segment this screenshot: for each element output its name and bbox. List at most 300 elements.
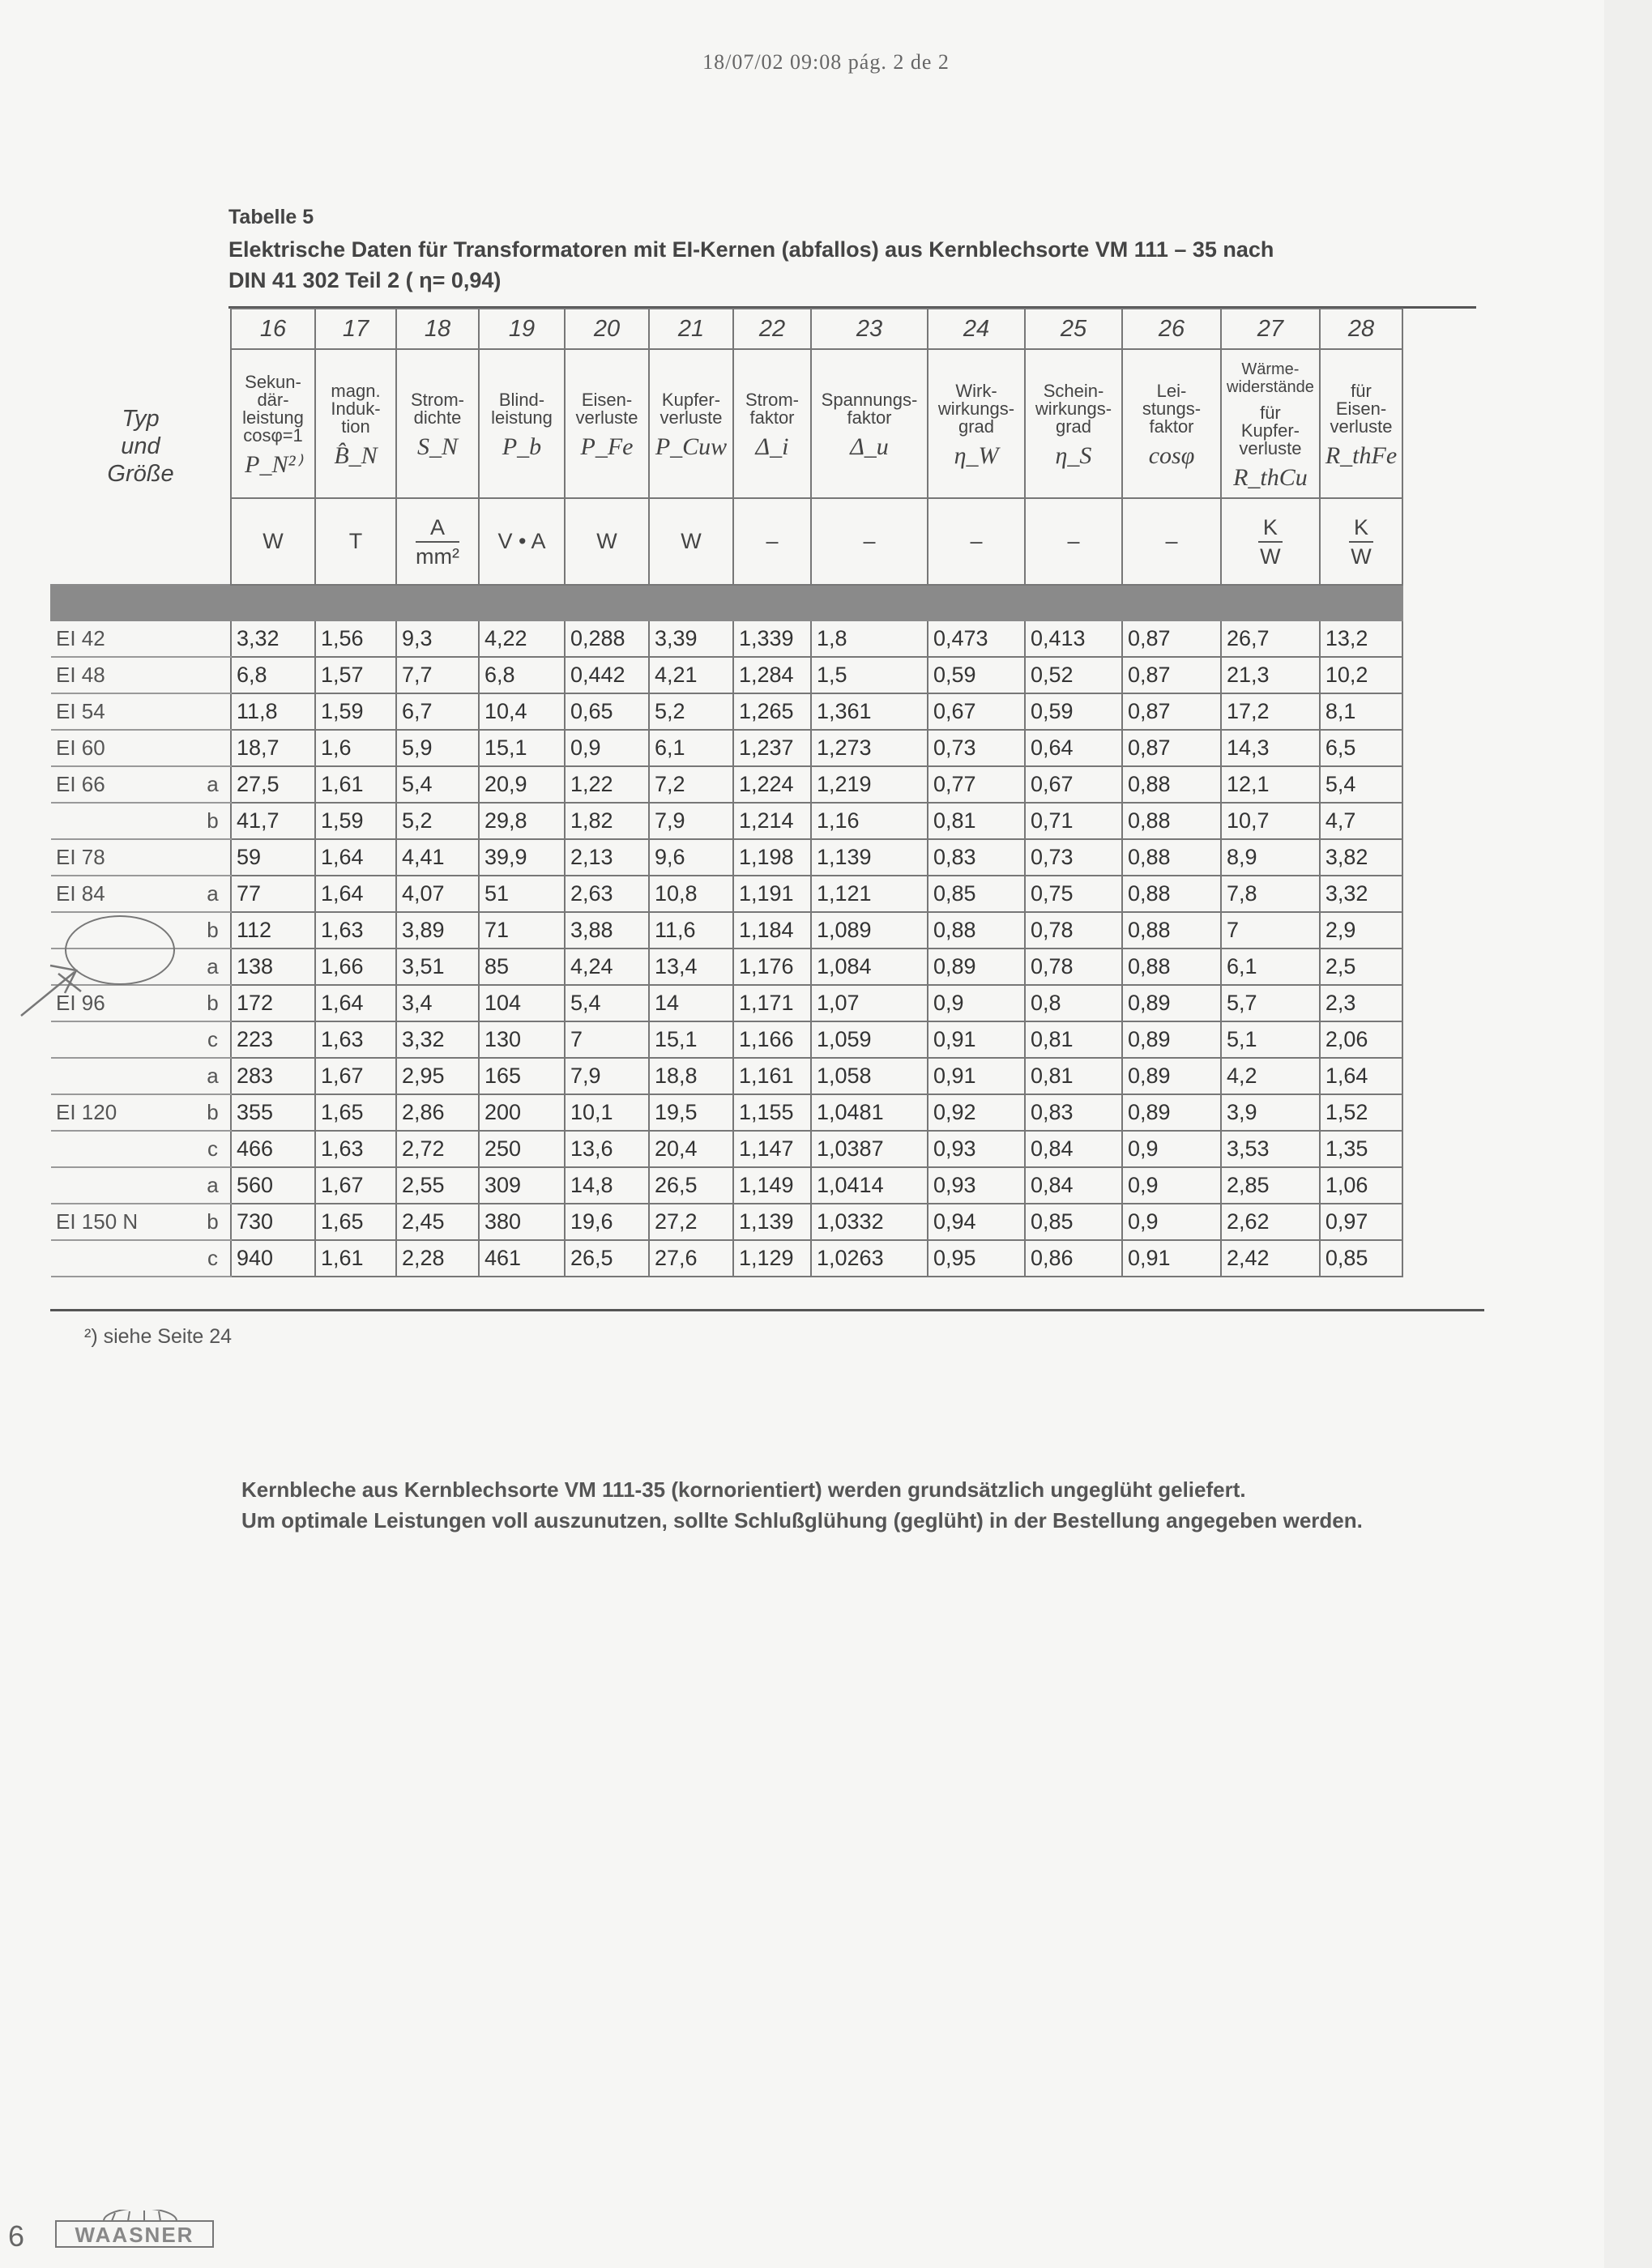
column-label [1221, 349, 1320, 498]
core-type [51, 803, 195, 839]
table-cell: 2,5 [1320, 949, 1402, 985]
handwritten-arrow-mark [18, 956, 115, 1021]
table-cell: 5,1 [1221, 1021, 1320, 1058]
table-cell: 0,89 [1122, 985, 1221, 1021]
column-symbol: P_b [502, 433, 542, 460]
core-variant [195, 839, 231, 876]
table-cell: 1,166 [733, 1021, 811, 1058]
table-cell: 0,9 [1122, 1204, 1221, 1240]
table-cell: 0,88 [928, 912, 1025, 949]
table-cell: 3,32 [396, 1021, 479, 1058]
table-cell: 19,5 [649, 1094, 733, 1131]
heat-resistance-group-label: Wärme- widerstände [1227, 360, 1314, 396]
table-cell: 0,89 [928, 949, 1025, 985]
table-cell: 309 [479, 1167, 565, 1204]
table-row [51, 1021, 1402, 1058]
table-cell: 0,81 [1025, 1058, 1122, 1094]
table-cell: 0,89 [1122, 1094, 1221, 1131]
table-cell: 29,8 [479, 803, 565, 839]
table-cell: 26,7 [1221, 620, 1320, 657]
table-cell: 15,1 [479, 730, 565, 766]
core-type [51, 1167, 195, 1204]
table-cell: 3,51 [396, 949, 479, 985]
table-cell: 2,06 [1320, 1021, 1402, 1058]
core-type: EI 84 [51, 876, 195, 912]
core-variant: a [195, 876, 231, 912]
column-label [565, 349, 649, 498]
column-unit: – [1122, 498, 1221, 585]
table-cell: 1,57 [315, 657, 396, 693]
column-label [928, 349, 1025, 498]
table-cell: 1,56 [315, 620, 396, 657]
column-unit: W [649, 498, 733, 585]
table-cell: 1,171 [733, 985, 811, 1021]
table-cell: 0,59 [928, 657, 1025, 693]
table-cell: 3,89 [396, 912, 479, 949]
table-cell: 1,61 [315, 1240, 396, 1277]
table-cell: 1,65 [315, 1094, 396, 1131]
table-cell: 1,089 [811, 912, 928, 949]
table-cell: 0,84 [1025, 1167, 1122, 1204]
table-cell: 2,85 [1221, 1167, 1320, 1204]
table-cell: 0,473 [928, 620, 1025, 657]
table-cell: 1,184 [733, 912, 811, 949]
table-cell: 13,6 [565, 1131, 649, 1167]
column-label-text: für Kupfer- verluste [1239, 403, 1302, 458]
table-cell: 1,139 [811, 839, 928, 876]
table-cell: 165 [479, 1058, 565, 1094]
table-cell: 7 [565, 1021, 649, 1058]
column-unit: – [733, 498, 811, 585]
table-cell: 0,73 [928, 730, 1025, 766]
column-label-text: für Eisen- verluste [1330, 381, 1393, 437]
table-cell: 1,52 [1320, 1094, 1402, 1131]
table-cell: 0,88 [1122, 766, 1221, 803]
table-cell: 0,78 [1025, 949, 1122, 985]
column-unit [1221, 498, 1320, 585]
table-cell: 8,9 [1221, 839, 1320, 876]
table-cell: 6,8 [479, 657, 565, 693]
table-row [51, 657, 1402, 693]
table-cell: 1,5 [811, 657, 928, 693]
column-number: 26 [1122, 309, 1221, 349]
table-cell: 85 [479, 949, 565, 985]
column-unit: – [1025, 498, 1122, 585]
column-symbol: P_N²⁾ [245, 451, 301, 478]
table-cell: 0,59 [1025, 693, 1122, 730]
core-type: EI 96 [51, 985, 195, 1021]
table-cell: 730 [231, 1204, 315, 1240]
column-symbol: P_Fe [580, 433, 634, 460]
table-cell: 1,155 [733, 1094, 811, 1131]
table-cell: 560 [231, 1167, 315, 1204]
table-cell: 104 [479, 985, 565, 1021]
table-cell: 1,139 [733, 1204, 811, 1240]
table-cell: 0,83 [928, 839, 1025, 876]
note-line-2: Um optimale Leistungen voll auszunutzen, sollte Schlußglühung (geglüht) in der Bestellung angegeben werden. [241, 1508, 1363, 1533]
table-cell: 1,198 [733, 839, 811, 876]
table-cell: 1,0414 [811, 1167, 928, 1204]
table-cell: 2,13 [565, 839, 649, 876]
table-cell: 0,413 [1025, 620, 1122, 657]
core-variant: c [195, 1131, 231, 1167]
table-cell: 1,058 [811, 1058, 928, 1094]
column-number: 25 [1025, 309, 1122, 349]
core-variant: a [195, 1167, 231, 1204]
column-unit: V • A [479, 498, 565, 585]
table-cell: 0,52 [1025, 657, 1122, 693]
table-cell: 0,442 [565, 657, 649, 693]
table-cell: 2,72 [396, 1131, 479, 1167]
table-cell: 7,9 [649, 803, 733, 839]
table-cell: 0,88 [1122, 803, 1221, 839]
table-cell: 1,361 [811, 693, 928, 730]
table-cell: 6,1 [649, 730, 733, 766]
table-cell: 7,8 [1221, 876, 1320, 912]
column-number: 16 [231, 309, 315, 349]
table-cell: 0,87 [1122, 693, 1221, 730]
table-cell: 14 [649, 985, 733, 1021]
table-cell: 1,059 [811, 1021, 928, 1058]
column-label [1025, 349, 1122, 498]
column-symbol: R_thFe [1325, 442, 1398, 469]
unit-fraction: $\frac{A}{\text{mm²}}$ [416, 514, 459, 569]
table-row [51, 766, 1402, 803]
title-block [228, 206, 1403, 296]
column-number: 20 [565, 309, 649, 349]
table-cell: 1,284 [733, 657, 811, 693]
table-cell: 7,9 [565, 1058, 649, 1094]
core-variant: a [195, 1058, 231, 1094]
table-cell: 5,4 [396, 766, 479, 803]
table-cell: 14,3 [1221, 730, 1320, 766]
table-row [51, 1131, 1402, 1167]
table-cell: 0,87 [1122, 657, 1221, 693]
table-cell: 4,22 [479, 620, 565, 657]
table-cell: 1,64 [315, 985, 396, 1021]
table-cell: 2,55 [396, 1167, 479, 1204]
table-cell: 10,8 [649, 876, 733, 912]
table-cell: 2,9 [1320, 912, 1402, 949]
table-row [51, 1204, 1402, 1240]
column-label [1320, 349, 1402, 498]
table-cell: 250 [479, 1131, 565, 1167]
column-number: 21 [649, 309, 733, 349]
column-number: 28 [1320, 309, 1402, 349]
table-cell: 19,6 [565, 1204, 649, 1240]
table-cell: 1,0481 [811, 1094, 928, 1131]
column-number: 23 [811, 309, 928, 349]
table-cell: 2,63 [565, 876, 649, 912]
table-cell: 15,1 [649, 1021, 733, 1058]
table-cell: 6,5 [1320, 730, 1402, 766]
core-type [51, 1240, 195, 1277]
note-line-1: Kernbleche aus Kernblechsorte VM 111-35 (kornorientiert) werden grundsätzlich ungeglüht geliefert. [241, 1477, 1246, 1502]
unit-fraction: $\frac{K}{W}$ [1258, 514, 1283, 570]
table-cell: 0,89 [1122, 1058, 1221, 1094]
table-row [51, 1094, 1402, 1131]
core-variant: c [195, 1240, 231, 1277]
table-row [51, 620, 1402, 657]
table-cell: 0,95 [928, 1240, 1025, 1277]
table-cell: 3,32 [231, 620, 315, 657]
table-subtitle-line1: Elektrische Daten für Transformatoren mit EI-Kernen (abfallos) aus Kernblechsorte VM 111 – 35 nach [228, 237, 1274, 262]
table-cell: 0,85 [928, 876, 1025, 912]
table-cell: 138 [231, 949, 315, 985]
table-cell: 130 [479, 1021, 565, 1058]
table-cell: 1,64 [1320, 1058, 1402, 1094]
table-cell: 1,224 [733, 766, 811, 803]
table-cell: 17,2 [1221, 693, 1320, 730]
core-variant: b [195, 912, 231, 949]
table-cell: 2,3 [1320, 985, 1402, 1021]
table-cell: 1,82 [565, 803, 649, 839]
table-cell: 1,63 [315, 1021, 396, 1058]
table-cell: 1,147 [733, 1131, 811, 1167]
column-number: 22 [733, 309, 811, 349]
table-cell: 20,4 [649, 1131, 733, 1167]
core-type: EI 42 [51, 620, 195, 657]
column-number: 19 [479, 309, 565, 349]
core-variant [195, 730, 231, 766]
column-number: 24 [928, 309, 1025, 349]
table-cell: 1,237 [733, 730, 811, 766]
note-paragraph [241, 1474, 1473, 1536]
column-symbol: P_Cuw [655, 433, 728, 460]
column-label [479, 349, 565, 498]
table-cell: 0,9 [1122, 1167, 1221, 1204]
table-cell: 2,86 [396, 1094, 479, 1131]
table-cell: 27,6 [649, 1240, 733, 1277]
page-number: 6 [8, 2219, 25, 2253]
column-symbol: η_S [1055, 442, 1092, 469]
table-cell: 0,78 [1025, 912, 1122, 949]
column-label-text: Blind- leistung [491, 390, 553, 428]
table-cell: 2,62 [1221, 1204, 1320, 1240]
table-row [51, 803, 1402, 839]
table-cell: 26,5 [649, 1167, 733, 1204]
table-cell: 4,07 [396, 876, 479, 912]
table-cell: 1,64 [315, 876, 396, 912]
table-cell: 0,67 [928, 693, 1025, 730]
core-type: EI 48 [51, 657, 195, 693]
table-cell: 0,97 [1320, 1204, 1402, 1240]
table-cell: 0,88 [1122, 949, 1221, 985]
table-cell: 0,83 [1025, 1094, 1122, 1131]
table-cell: 223 [231, 1021, 315, 1058]
table-cell: 10,1 [565, 1094, 649, 1131]
table-row [51, 912, 1402, 949]
table-cell: 3,88 [565, 912, 649, 949]
table-cell: 6,1 [1221, 949, 1320, 985]
table-cell: 1,63 [315, 912, 396, 949]
table-cell: 1,06 [1320, 1167, 1402, 1204]
table-cell: 0,85 [1320, 1240, 1402, 1277]
table-cell: 1,59 [315, 803, 396, 839]
column-number: 17 [315, 309, 396, 349]
table-cell: 0,88 [1122, 912, 1221, 949]
table-cell: 10,4 [479, 693, 565, 730]
column-symbol: Δ_i [755, 433, 789, 460]
table-cell: 13,2 [1320, 620, 1402, 657]
table-cell: 6,8 [231, 657, 315, 693]
column-label [733, 349, 811, 498]
table-row [51, 1058, 1402, 1094]
table-cell: 5,4 [565, 985, 649, 1021]
table-row [51, 1240, 1402, 1277]
column-label [649, 349, 733, 498]
table-cell: 3,53 [1221, 1131, 1320, 1167]
table-row [51, 949, 1402, 985]
core-variant: a [195, 766, 231, 803]
table-cell: 1,59 [315, 693, 396, 730]
table-cell: 14,8 [565, 1167, 649, 1204]
table-title: Tabelle 5 [228, 206, 314, 228]
table-cell: 1,6 [315, 730, 396, 766]
table-cell: 2,45 [396, 1204, 479, 1240]
table-cell: 9,6 [649, 839, 733, 876]
table-cell: 4,7 [1320, 803, 1402, 839]
column-label-text: Lei- stungs- faktor [1142, 381, 1202, 437]
table-cell: 0,93 [928, 1167, 1025, 1204]
table-cell: 1,191 [733, 876, 811, 912]
table-cell: 3,82 [1320, 839, 1402, 876]
table-cell: 9,3 [396, 620, 479, 657]
table-cell: 2,95 [396, 1058, 479, 1094]
table-cell: 112 [231, 912, 315, 949]
table-cell: 71 [479, 912, 565, 949]
table-cell: 4,2 [1221, 1058, 1320, 1094]
table-cell: 41,7 [231, 803, 315, 839]
table-cell: 12,1 [1221, 766, 1320, 803]
table-cell: 940 [231, 1240, 315, 1277]
column-label-text: Schein- wirkungs- grad [1035, 381, 1112, 437]
column-unit: T [315, 498, 396, 585]
table-cell: 10,7 [1221, 803, 1320, 839]
table-cell: 2,28 [396, 1240, 479, 1277]
core-variant: a [195, 949, 231, 985]
table-cell: 1,219 [811, 766, 928, 803]
table-cell: 11,8 [231, 693, 315, 730]
column-unit: W [231, 498, 315, 585]
column-label-row [51, 349, 1402, 498]
column-unit: – [928, 498, 1025, 585]
core-type: EI 54 [51, 693, 195, 730]
type-size-header: Typ und Größe [107, 406, 174, 487]
column-symbol: η_W [954, 442, 999, 469]
table-cell: 8,1 [1320, 693, 1402, 730]
table-cell: 26,5 [565, 1240, 649, 1277]
core-type: EI 66 [51, 766, 195, 803]
table-cell: 0,9 [928, 985, 1025, 1021]
table-cell: 1,214 [733, 803, 811, 839]
column-label [315, 349, 396, 498]
table-subtitle-line2: DIN 41 302 Teil 2 ( η= 0,94) [228, 268, 502, 292]
table-cell: 0,77 [928, 766, 1025, 803]
column-label-text: Sekun- där- leistung cosφ=1 [242, 372, 304, 446]
table-cell: 3,39 [649, 620, 733, 657]
table-cell: 0,91 [928, 1021, 1025, 1058]
table-cell: 1,339 [733, 620, 811, 657]
table-cell: 18,7 [231, 730, 315, 766]
svg-text:WAASNER: WAASNER [75, 2223, 194, 2247]
column-number-row [51, 309, 1402, 349]
band-cell [51, 585, 1402, 620]
table-cell: 6,7 [396, 693, 479, 730]
table-cell: 7,2 [649, 766, 733, 803]
table-cell: 27,5 [231, 766, 315, 803]
column-unit-row [51, 498, 1402, 585]
table-cell: 4,21 [649, 657, 733, 693]
table-cell: 1,67 [315, 1167, 396, 1204]
fax-header: 18/07/02 09:08 pág. 2 de 2 [702, 50, 950, 74]
table-cell: 0,88 [1122, 876, 1221, 912]
table-cell: 1,273 [811, 730, 928, 766]
core-variant: b [195, 1094, 231, 1131]
table-row [51, 730, 1402, 766]
table-cell: 1,149 [733, 1167, 811, 1204]
column-symbol: Δ_u [850, 433, 889, 460]
column-unit [396, 498, 479, 585]
table-cell: 3,32 [1320, 876, 1402, 912]
table-cell: 21,3 [1221, 657, 1320, 693]
column-label-text: Eisen- verluste [575, 390, 638, 428]
core-variant [195, 620, 231, 657]
table-cell: 0,92 [928, 1094, 1025, 1131]
table-cell: 0,71 [1025, 803, 1122, 839]
column-label [396, 349, 479, 498]
table-cell: 1,0263 [811, 1240, 928, 1277]
table-cell: 1,0387 [811, 1131, 928, 1167]
column-label-text: Kupfer- verluste [660, 390, 723, 428]
table-cell: 380 [479, 1204, 565, 1240]
column-unit: W [565, 498, 649, 585]
table-cell: 1,8 [811, 620, 928, 657]
transformer-data-table [50, 308, 1403, 1277]
table-bottom-rule [50, 1309, 1484, 1311]
table-cell: 3,9 [1221, 1094, 1320, 1131]
header-separator-band [51, 585, 1402, 620]
table-cell: 20,9 [479, 766, 565, 803]
column-number: 27 [1221, 309, 1320, 349]
table-cell: 4,41 [396, 839, 479, 876]
table-cell: 466 [231, 1131, 315, 1167]
column-label-text: Wirk- wirkungs- grad [937, 381, 1015, 437]
table-cell: 0,9 [565, 730, 649, 766]
table-cell: 0,8 [1025, 985, 1122, 1021]
table-cell: 461 [479, 1240, 565, 1277]
table-cell: 0,288 [565, 620, 649, 657]
table-cell: 0,88 [1122, 839, 1221, 876]
table-cell: 0,84 [1025, 1131, 1122, 1167]
column-label-text: Strom- dichte [411, 390, 464, 428]
table-cell: 1,07 [811, 985, 928, 1021]
footnote: ²) siehe Seite 24 [84, 1325, 233, 1348]
table-cell: 51 [479, 876, 565, 912]
table-cell: 1,63 [315, 1131, 396, 1167]
table-cell: 1,64 [315, 839, 396, 876]
table-row [51, 839, 1402, 876]
table-cell: 1,0332 [811, 1204, 928, 1240]
table-cell: 5,2 [396, 803, 479, 839]
table-row [51, 985, 1402, 1021]
core-variant [195, 693, 231, 730]
column-label-text: Spannungs- faktor [821, 390, 918, 428]
table-cell: 1,129 [733, 1240, 811, 1277]
table-cell: 0,65 [565, 693, 649, 730]
table-cell: 200 [479, 1094, 565, 1131]
table-cell: 283 [231, 1058, 315, 1094]
